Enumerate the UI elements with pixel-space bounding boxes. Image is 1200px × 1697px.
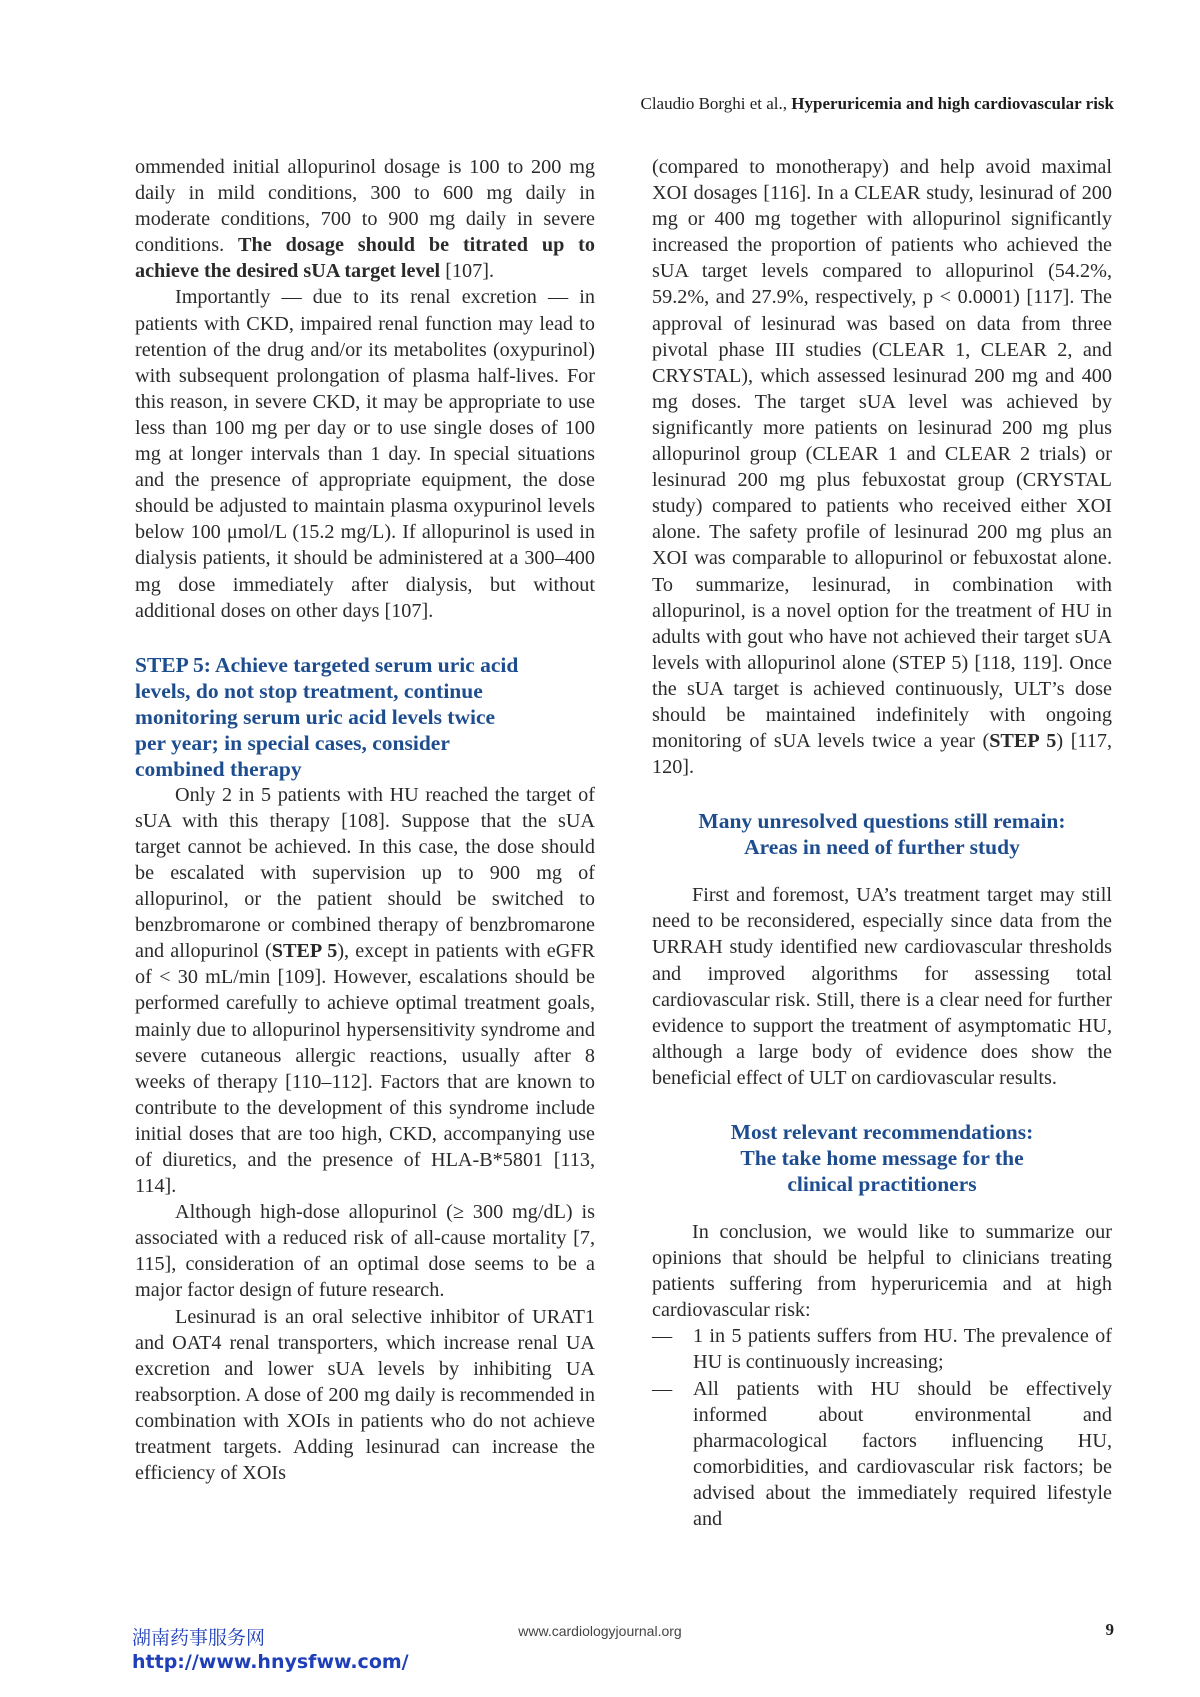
heading-line: combined therapy <box>135 756 302 781</box>
paragraph-text: ommended initial allopurinol dosage is 100 to 200 mg daily in mild conditions, 300 to 600 mg daily in moderate conditions, 700 to 900 mg daily in severe conditions. <box>135 156 595 257</box>
paragraph-ckd: Importantly — due to its renal excretion — in patients with CKD, impaired renal function may lead to retention of the drug and/or its metabolites (oxypurinol) with subsequent prolongation of plasma half-lives. For this reason, in severe CKD, it may be appropriate to use less than 100 mg per day or to use single doses of 100 mg at longer intervals than 1 day. In special situations and the presence of appropriate equipment, the dose should be adjusted to maintain plasma oxypurinol levels below 100 μmol/L (15.2 mg/L). If allopurinol is used in dialysis patients, it should be administered at a 300–400 mg dose immediately after dialysis, but without additional doses on other days [107]. <box>135 286 595 622</box>
dash-bullet: — <box>652 1325 673 1348</box>
page-number: 9 <box>1105 1620 1114 1639</box>
heading-line: per year; in special cases, consider <box>135 730 450 755</box>
header-authors: Claudio Borghi et al., <box>640 94 792 113</box>
paragraph-lesinurad: Lesinurad is an oral selective inhibitor of URAT1 and OAT4 renal transporters, which increase renal UA excretion and lower sUA levels by inhibiting UA reabsorption. A dose of 200 mg daily is recommended in combination with XOIs in patients who do not achieve treatment targets. Adding lesinurad can increase the efficiency of XOIs <box>135 1305 595 1485</box>
paragraph-text: (compared to monotherapy) and help avoid maximal XOI dosages [116]. In a CLEAR study, lesinurad of 200 mg or 400 mg together with allopurinol significantly increased the proportion of patients who achieved the sUA target levels compared to allopurinol (54.2%, 59.2%, and 27.9%, respectively, p < 0.0001) [117]. The approval of lesinurad was based on data from three pivotal phase III studies (CLEAR 1, CLEAR 2, and CRYSTAL), which assessed lesinurad 200 mg and 400 mg doses. The target sUA level was achieved by significantly more patients on lesinurad 200 mg plus allopurinol group (CLEAR 1 and CLEAR 2 trials) or lesinurad 200 mg plus febuxostat group (CRYSTAL study) compared to patients who received either XOI alone. The safety profile of lesinurad 200 mg plus an XOI was comparable to allopurinol or febuxostat alone. To summarize, lesinurad, in combination with allopurinol, is a novel option for the treatment of HU in adults with gout who have not achieved their target sUA levels with allopurinol alone (STEP 5) [118, 119]. Once the sUA target is achieved continuously, ULT’s dose should be maintained indefinitely with ongoing monitoring of sUA levels twice a year ( <box>652 156 1112 753</box>
heading-line: monitoring serum uric acid levels twice <box>135 704 496 729</box>
section-heading-unresolved <box>652 808 1112 860</box>
list-item-text: All patients with HU should be effectively informed about environmental and pharmacological factors influencing HU, comorbidities, and cardiovascular risk factors; be advised about the immediately required lifestyle and <box>693 1377 1112 1531</box>
list-item-text: 1 in 5 patients suffers from HU. The prevalence of HU is continuously increasing; <box>693 1325 1112 1374</box>
step-reference: STEP 5 <box>271 940 338 963</box>
bold-statement: The dosage should be titrated up to achieve the desired sUA target level <box>135 234 595 283</box>
paragraph-future-study: First and foremost, UA’s treatment target may still need to be reconsidered, especially since data from the URRAH study identified new cardiovascular thresholds and improved algorithms for assessing total cardiovascular risk. Still, there is a clear need for further evidence to support the treatment of asymptomatic HU, although a large body of evidence does show the beneficial effect of ULT on cardiovascular results. <box>652 884 1112 1089</box>
heading-line: clinical practitioners <box>787 1172 977 1196</box>
section-heading-recommendations <box>652 1119 1112 1197</box>
paragraph-escalation <box>135 782 595 1200</box>
paragraph-dosage <box>135 154 595 284</box>
heading-line: levels, do not stop treatment, continue <box>135 678 483 703</box>
paragraph-high-dose: Although high-dose allopurinol (≥ 300 mg/dL) is associated with a reduced risk of all-cause mortality [7, 115], consideration of an optimal dose seems to be a major factor design of future research. <box>135 1201 595 1302</box>
running-header <box>0 94 1114 114</box>
list-item <box>652 1323 1112 1375</box>
heading-line: Many unresolved questions still remain: <box>698 809 1066 834</box>
section-heading-step5 <box>135 652 595 782</box>
right-column <box>652 154 1112 1532</box>
watermark-name: 湖南药事服务网 <box>132 1627 266 1649</box>
list-item <box>652 1376 1112 1533</box>
footer-journal-url[interactable]: www.cardiologyjournal.org <box>518 1623 682 1639</box>
paragraph-text: Only 2 in 5 patients with HU reached the target of sUA with this therapy [108]. Suppose that the sUA target cannot be achieved. In this case, the dose should be escalated with supervision up to 900 mg of allopurinol, or the patient should be switched to benzbromarone or combined therapy of benzbromarone and allopurinol ( <box>135 783 595 963</box>
paragraph-text: ), except in patients with eGFR of < 30 mL/min [109]. However, escalations should be performed carefully to achieve optimal treatment goals, mainly due to allopurinol hypersensitivity syndrome and severe cutaneous allergic reactions, usually after 8 weeks of therapy [110–112]. Factors that are known to contribute to the development of this syndrome include initial doses that are too high, CKD, accompanying use of diuretics, and the presence of HLA-B*5801 [113, 114]. <box>135 940 595 1198</box>
citation: [107]. <box>440 260 494 283</box>
heading-line: STEP 5: Achieve targeted serum uric acid <box>135 652 519 677</box>
header-title: Hyperuricemia and high cardiovascular risk <box>791 94 1114 113</box>
paragraph-clear-study <box>652 154 1112 780</box>
heading-line: The take home message for the <box>740 1146 1024 1170</box>
step-reference: STEP 5 <box>989 730 1057 753</box>
paragraph-conclusion: In conclusion, we would like to summarize our opinions that should be helpful to clinicians treating patients suffering from hyperuricemia and at high cardiovascular risk: <box>652 1221 1112 1322</box>
watermark <box>132 1626 409 1674</box>
watermark-url[interactable]: http://www.hnysfww.com/ <box>132 1651 409 1673</box>
heading-line: Areas in need of further study <box>744 835 1020 860</box>
left-column <box>135 154 595 1486</box>
heading-line: Most relevant recommendations: <box>730 1120 1034 1144</box>
dash-bullet: — <box>652 1377 673 1400</box>
citation: ) [117, 120]. <box>652 730 1112 779</box>
